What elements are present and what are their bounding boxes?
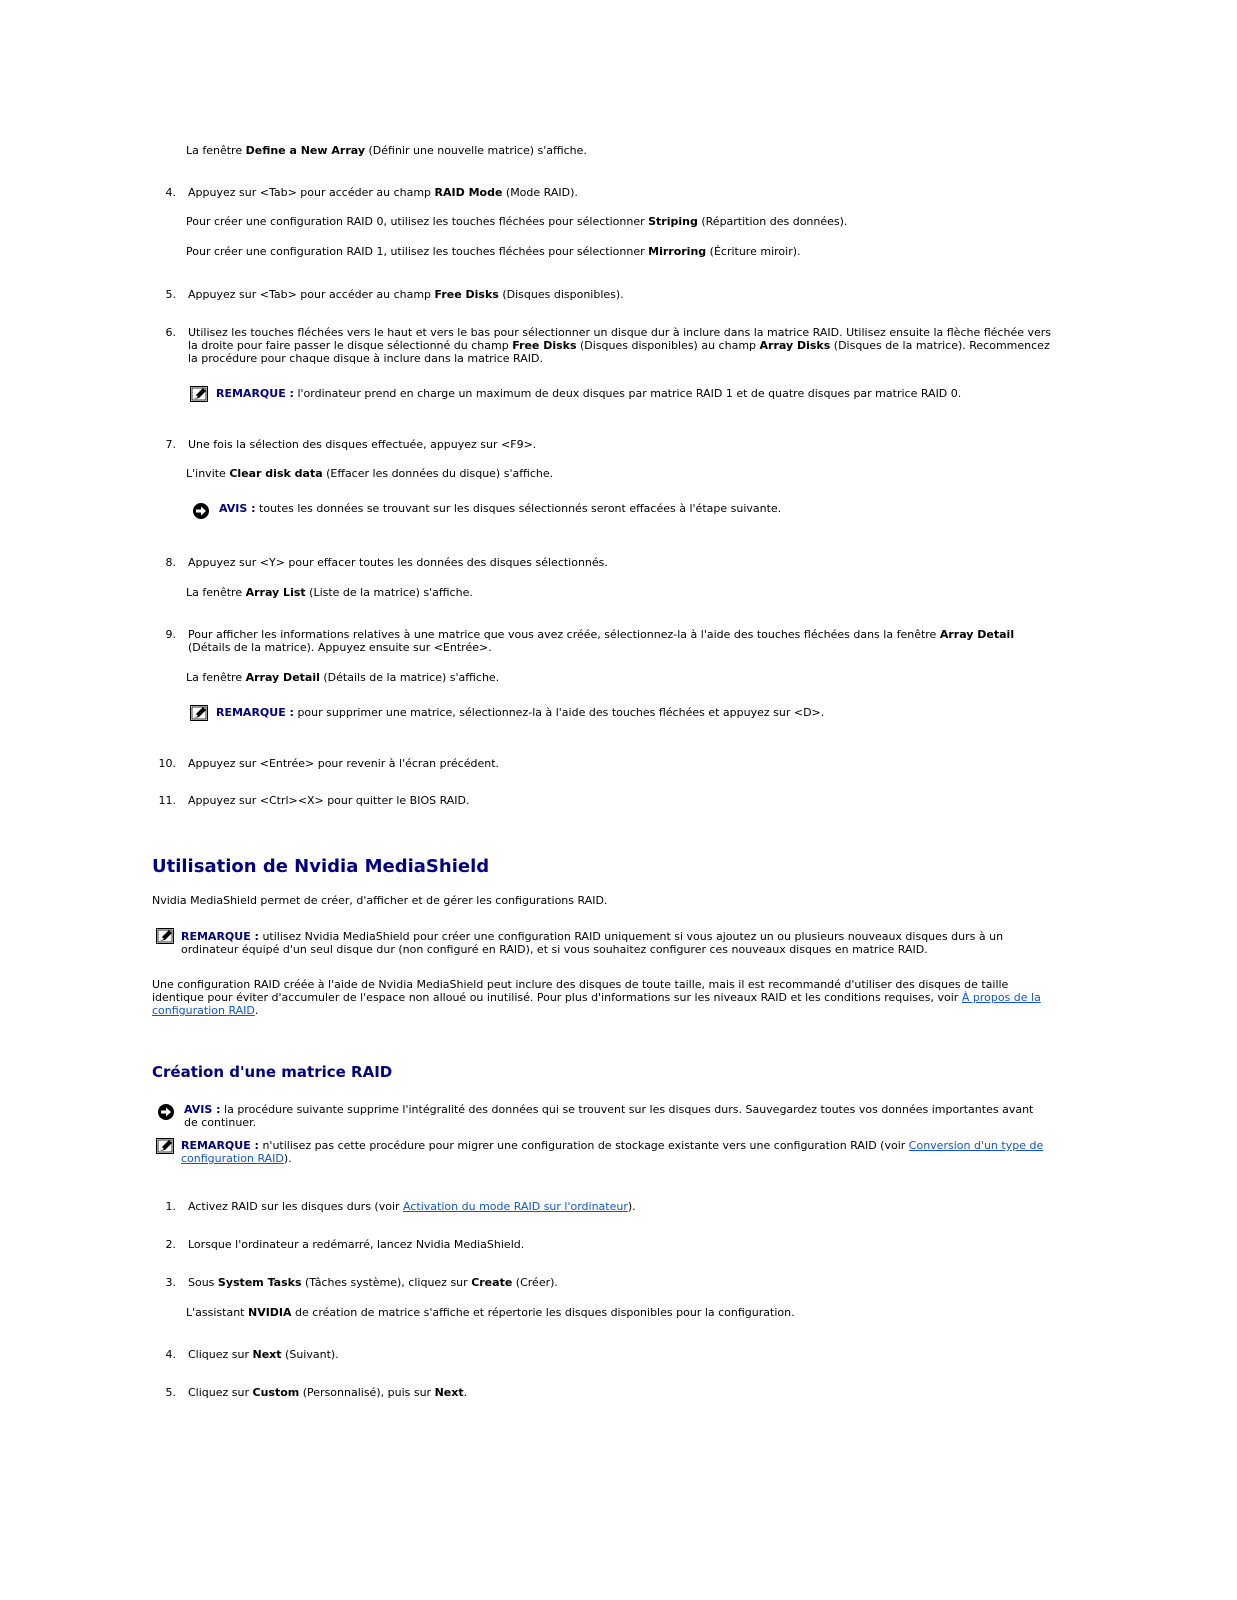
creation-note: REMARQUE : n'utilisez pas cette procédure pour migrer une configuration de stockage existante vers une configuration RAID (voir Conversion d'un type de configuration RAID). [181, 1139, 1044, 1165]
step-number: 1. [165, 1200, 176, 1213]
step-number: 5. [165, 288, 176, 301]
note-pencil-icon [190, 386, 208, 402]
step-8-text: Appuyez sur <Y> pour effacer toutes les données des disques sélectionnés. [188, 556, 608, 569]
step-number: 10. [158, 757, 176, 770]
note-step-9: REMARQUE : pour supprimer une matrice, sélectionnez-la à l'aide des touches fléchées et appuyez sur <D>. [216, 706, 825, 719]
step-7-prompt: L'invite Clear disk data (Effacer les données du disque) s'affiche. [186, 467, 554, 480]
link-about-raid[interactable]: À propos de la configuration RAID [152, 991, 1041, 1017]
step-number: 2. [165, 1238, 176, 1251]
step-4-raid0: Pour créer une configuration RAID 0, utilisez les touches fléchées pour sélectionner Striping (Répartition des données). [186, 215, 848, 228]
creation-step-3: Sous System Tasks (Tâches système), cliquez sur Create (Créer). [188, 1276, 558, 1289]
mediashield-intro: Nvidia MediaShield permet de créer, d'afficher et de gérer les configurations RAID. [152, 894, 608, 907]
step-number: 4. [165, 186, 176, 199]
mediashield-note: REMARQUE : utilisez Nvidia MediaShield pour créer une configuration RAID uniquement si vous ajoutez un ou plusieurs nouveaux disques durs à un ordinateur équipé d'un seul disque dur (non configuré en RAID), et si vous souhaitez configurer ces nouveaux disques en matrice RAID. [181, 930, 1004, 956]
step-number: 9. [165, 628, 176, 641]
step-10-text: Appuyez sur <Entrée> pour revenir à l'écran précédent. [188, 757, 500, 770]
creation-step-2: Lorsque l'ordinateur a redémarré, lancez Nvidia MediaShield. [188, 1238, 525, 1251]
step-number: 8. [165, 556, 176, 569]
step-8-result: La fenêtre Array List (Liste de la matrice) s'affiche. [186, 586, 473, 599]
creation-step-4: Cliquez sur Next (Suivant). [188, 1348, 339, 1361]
link-activation-raid[interactable]: Activation du mode RAID sur l'ordinateur [403, 1200, 628, 1213]
step-7-text: Une fois la sélection des disques effectuée, appuyez sur <F9>. [188, 438, 537, 451]
step-5-text: Appuyez sur <Tab> pour accéder au champ Free Disks (Disques disponibles). [188, 288, 624, 301]
step-6-text: Utilisez les touches fléchées vers le haut et vers le bas pour sélectionner un disque dur à inclure dans la matrice RAID. Utilisez ensuite la flèche fléchée vers la droite pour faire passer le disque sélectionné du champ Free Disks (Disques disponibles) au champ Array Disks (Disques de la matrice). Recommencez la procédure pour chaque disque à inclure dans la matrice RAID. [188, 326, 1052, 365]
note-pencil-icon [190, 705, 208, 721]
step-number: 6. [165, 326, 176, 339]
step-9-text: Pour afficher les informations relatives à une matrice que vous avez créée, sélectionnez-la à l'aide des touches fléchées dans la fenêtre Array Detail (Détails de la matrice). Appuyez ensuite sur <Entrée>. [188, 628, 1015, 654]
step-number: 3. [165, 1276, 176, 1289]
step-4-raid1: Pour créer une configuration RAID 1, utilisez les touches fléchées pour sélectionner Mirroring (Écriture miroir). [186, 245, 801, 258]
step-11-text: Appuyez sur <Ctrl><X> pour quitter le BIOS RAID. [188, 794, 470, 807]
step-number: 4. [165, 1348, 176, 1361]
creation-step-3-result: L'assistant NVIDIA de création de matrice s'affiche et répertorie les disques disponibles pour la configuration. [186, 1306, 795, 1319]
notice-arrow-icon [157, 1103, 175, 1121]
creation-step-1: Activez RAID sur les disques durs (voir Activation du mode RAID sur l'ordinateur). [188, 1200, 636, 1213]
bold-term: Define a New Array [245, 144, 366, 157]
creation-avis: AVIS : la procédure suivante supprime l'intégralité des données qui se trouvent sur les disques durs. Sauvegardez toutes vos données importantes avant de continuer. [184, 1103, 1034, 1129]
mediashield-paragraph: Une configuration RAID créée à l'aide de Nvidia MediaShield peut inclure des disques de toute taille, mais il est recommandé d'utiliser des disques de taille identique pour éviter d'accumuler de l'espace non alloué ou inutilisé. Pour plus d'informations sur les niveaux RAID et les conditions requises, voir À propos de la configuration RAID. [152, 978, 1041, 1017]
step-number: 7. [165, 438, 176, 451]
link-conversion-raid[interactable]: Conversion d'un type de configuration RAID [181, 1139, 1044, 1165]
note-step-6: REMARQUE : l'ordinateur prend en charge un maximum de deux disques par matrice RAID 1 et de quatre disques par matrice RAID 0. [216, 387, 962, 400]
avis-step-7: AVIS : toutes les données se trouvant sur les disques sélectionnés seront effacées à l'étape suivante. [219, 502, 782, 515]
notice-arrow-icon [192, 502, 210, 520]
note-pencil-icon [156, 1138, 174, 1154]
note-pencil-icon [156, 928, 174, 944]
creation-step-5: Cliquez sur Custom (Personnalisé), puis sur Next. [188, 1386, 468, 1399]
step-9-result: La fenêtre Array Detail (Détails de la matrice) s'affiche. [186, 671, 500, 684]
section-title-creation: Création d'une matrice RAID [152, 1063, 393, 1081]
step-number: 5. [165, 1386, 176, 1399]
paragraph-define-new-array: La fenêtre Define a New Array (Définir une nouvelle matrice) s'affiche. [186, 144, 587, 157]
step-number: 11. [158, 794, 176, 807]
section-title-mediashield: Utilisation de Nvidia MediaShield [152, 856, 490, 877]
step-4-text: Appuyez sur <Tab> pour accéder au champ RAID Mode (Mode RAID). [188, 186, 578, 199]
